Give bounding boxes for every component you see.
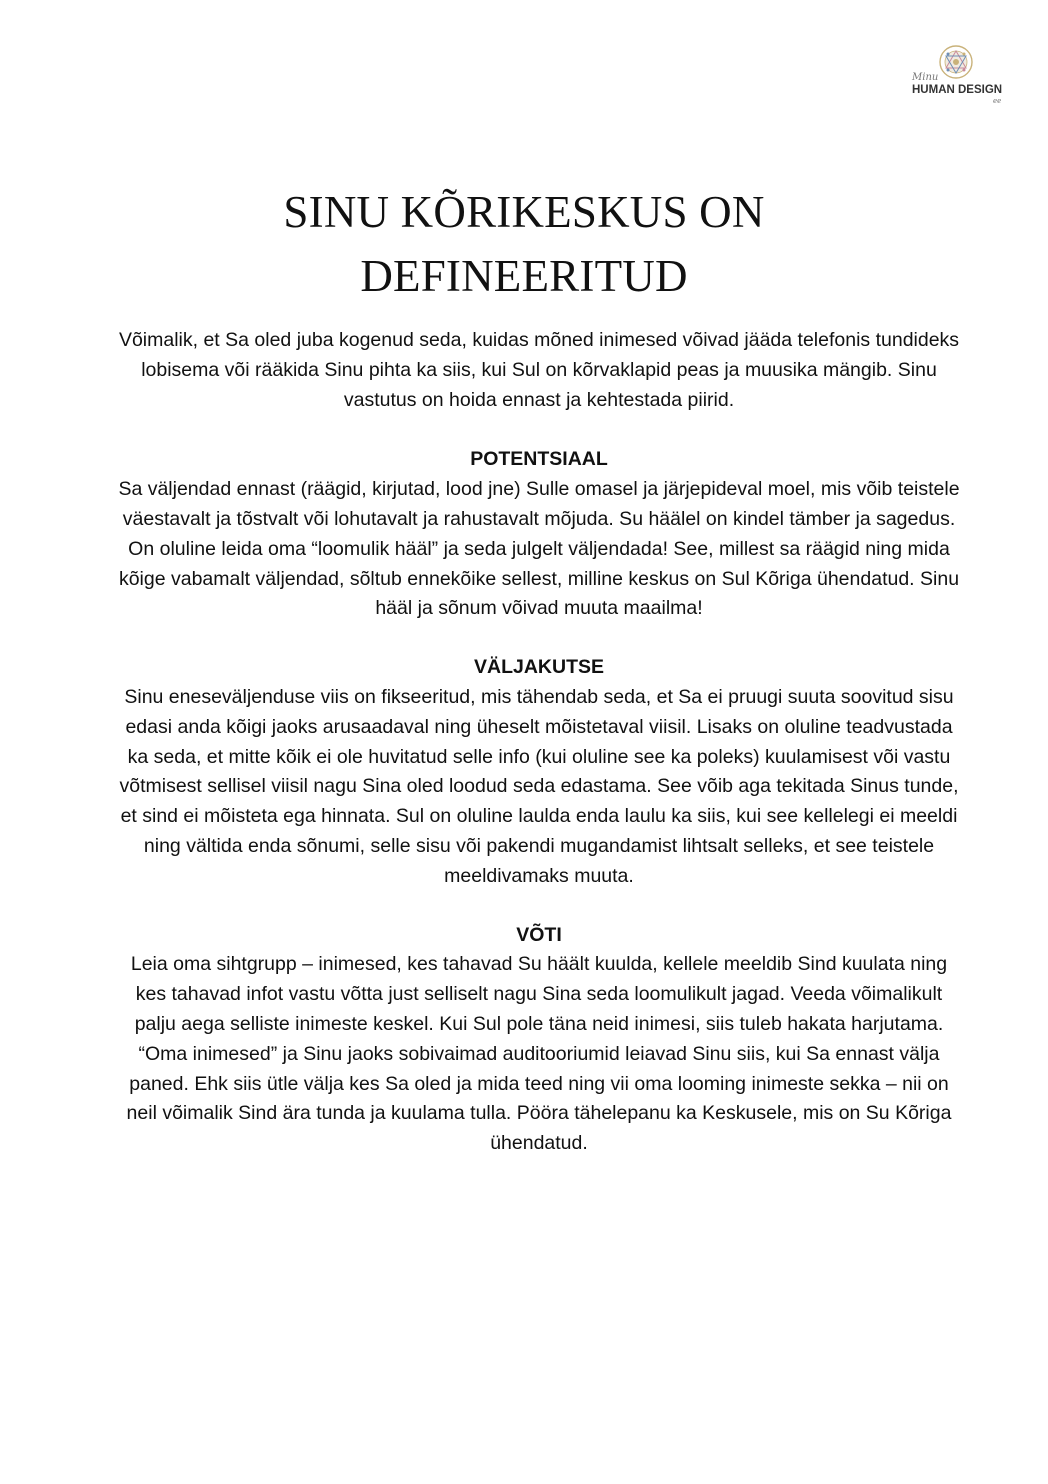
logo-main-text: HUMAN DESIGN [912,84,1003,96]
section-text-potential: Sa väljendad ennast (räägid, kirjutad, lood jne) Sulle omasel ja järjepideval moel, mis võib teistele väestavalt ja tõstvalt või lohutavalt ja rahustavalt mõjuda. Su häälel on kindel tämber ja sagedus. On oluline leida oma “loomulik hääl” ja seda julgelt väljendada! See, millest sa räägid ning mida kõige vabamalt väljendad, sõltub ennekõike sellest, milline keskus on Sul Kõriga ühendatud. Sinu hääl ja sõnum võivad muuta maailma! [118,478,960,620]
section-heading-key: VÕTI [516,923,562,946]
logo-script-text: Minu [912,72,939,83]
logo-mandala-icon [902,42,1012,108]
section-heading-potential: POTENTSIAAL [470,448,608,471]
brand-logo [902,42,1012,108]
logo-suffix-text: ee [993,97,1002,105]
section-text-challenge: Sinu eneseväljenduse viis on fikseeritud, mis tähendab seda, et Sa ei pruugi suuta soovitud sisu edasi anda kõigi jaoks arusaadaval ning üheselt mõistetaval viisil. Lisaks on oluline teadvustada ka seda, et mitte kõik ei ole huvitatud selle info (kui oluline see ka poleks) kuulamisest või vastu võtmisest sellisel viisil nagu Sina oled loodud seda edastama. See võib aga tekitada Sinus tunde, et sind ei mõisteta ega hinnata. Sul on oluline laulda enda laulu ka siis, kui see kellelegi ei meeldi ning vältida enda sõnumi, selle sisu või pakendi mugandamist lihtsalt selleks, et see teistele meeldivamaks muuta. [119,685,959,887]
page-title [0,180,1048,308]
section-text-key: Leia oma sihtgrupp – inimesed, kes tahavad Su häält kuulda, kellele meeldib Sind kuulata ning kes tahavad infot vastu võtta just selliselt nagu Sina seda loomulikult jagad. Veeda võimalikult palju aega selliste inimeste keskel. Kui Sul pole täna neid inimesi, siis tuleb hakata harjutama. “Oma inimesed” ja Sinu jaoks sobivaimad auditooriumid leiavad Sinu siis, kui Sa ennast välja paned. Ehk siis ütle välja kes Sa oled ja mida teed ning vii oma looming inimeste sekka – nii on neil võimalik Sind ära tunda ja kuulama tulla. Pööra tähelepanu ka Keskusele, mis on Su Kõriga ühendatud. [126,953,952,1155]
page-title-line-2: DEFINEERITUD [360,251,688,301]
document-content [114,326,964,1188]
intro-paragraph: Võimalik, et Sa oled juba kogenud seda, kuidas mõned inimesed võivad jääda telefonis tundideks lobisema või rääkida Sinu pihta ka siis, kui Sul on kõrvaklapid peas ja muusika mängib. Sinu vastutus on hoida ennast ja kehtestada piirid. [118,329,960,411]
section-heading-challenge: VÄLJAKUTSE [473,656,605,679]
page-title-line-1: SINU KÕRIKESKUS ON [283,187,765,237]
